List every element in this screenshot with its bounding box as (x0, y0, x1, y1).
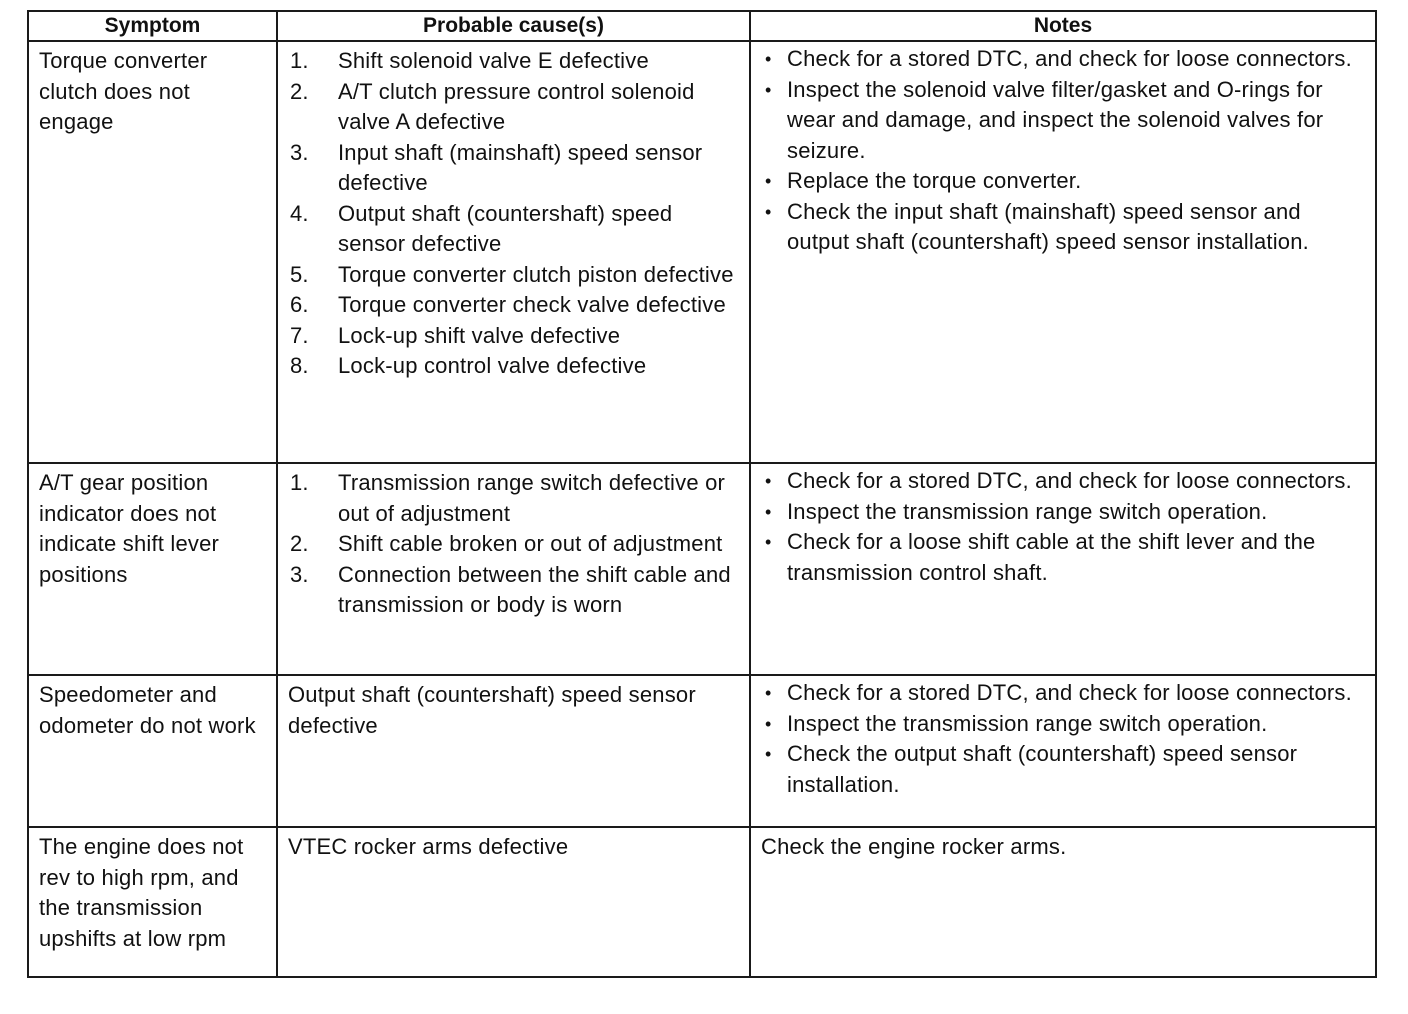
cause-number: 8. (290, 353, 309, 378)
symptom-cell (28, 675, 277, 827)
bullet-icon: • (765, 501, 772, 522)
bullet-icon: • (765, 49, 772, 69)
cause-number: 2. (290, 78, 309, 104)
cause-number: 1. (290, 48, 309, 73)
bullet-icon: • (765, 532, 772, 552)
notes-cell (750, 675, 1376, 827)
bullet-icon: • (765, 713, 772, 734)
symptom-text: Torque converter clutch does not engage (39, 48, 208, 134)
note-text: Check for a stored DTC, and check for loose connectors. (787, 46, 1352, 71)
cause-item (290, 529, 739, 560)
cause-text: Torque converter check valve defective (338, 292, 726, 317)
cause-text: Lock-up shift valve defective (338, 322, 621, 348)
cause-number: 3. (290, 561, 309, 587)
note-item (765, 44, 1365, 75)
header-row (28, 11, 1376, 41)
cause-cell (277, 827, 750, 977)
note-text: Check the engine rocker arms. (761, 834, 1067, 859)
cause-text: Input shaft (mainshaft) speed sensor defective (338, 139, 703, 195)
notes-cell (750, 827, 1376, 977)
cause-number: 4. (290, 200, 309, 226)
troubleshooting-table (27, 10, 1377, 978)
notes-list (751, 42, 1375, 258)
notes-list (751, 464, 1375, 588)
cause-number: 5. (290, 261, 309, 287)
note-item (765, 709, 1365, 740)
table-row (28, 463, 1376, 675)
bullet-icon: • (765, 744, 772, 764)
cause-item (290, 46, 739, 77)
cause-cell (277, 41, 750, 463)
cause-item (290, 321, 739, 352)
bullet-icon: • (765, 79, 772, 100)
table-row (28, 827, 1376, 977)
cause-text: Output shaft (countershaft) speed sensor defective (288, 682, 696, 738)
bullet-icon: • (765, 471, 772, 491)
bullet-icon: • (765, 683, 772, 703)
table-row (28, 675, 1376, 827)
cause-list (278, 464, 749, 621)
note-text: Check the output shaft (countershaft) speed sensor installation. (787, 741, 1298, 797)
cause-item (290, 199, 739, 260)
note-text: Check for a stored DTC, and check for loose connectors. (787, 468, 1352, 493)
symptom-cell (28, 41, 277, 463)
troubleshooting-table-container (27, 10, 1375, 978)
note-text: Inspect the transmission range switch operation. (787, 498, 1268, 524)
cause-text: Torque converter clutch piston defective (338, 261, 734, 287)
notes-cell (750, 41, 1376, 463)
cause-text: A/T clutch pressure control solenoid valve A defective (338, 78, 695, 134)
cause-text: Output shaft (countershaft) speed sensor defective (338, 200, 673, 256)
symptom-text: The engine does not rev to high rpm, and the transmission upshifts at low rpm (39, 834, 244, 951)
note-text: Check the input shaft (mainshaft) speed sensor and output shaft (countershaft) speed sensor installation. (787, 198, 1309, 254)
header-symptom: Symptom (28, 11, 277, 41)
note-text: Check for a stored DTC, and check for loose connectors. (787, 680, 1352, 705)
cause-cell (277, 675, 750, 827)
cause-cell (277, 463, 750, 675)
cause-item (290, 560, 739, 621)
note-item (765, 197, 1365, 258)
cause-item (290, 290, 739, 321)
cause-number: 7. (290, 322, 309, 348)
cause-list (278, 42, 749, 382)
cause-text: Shift solenoid valve E defective (338, 48, 649, 73)
symptom-text: A/T gear position indicator does not indicate shift lever positions (39, 470, 220, 587)
cause-text: Transmission range switch defective or out of adjustment (338, 470, 726, 526)
cause-text: Shift cable broken or out of adjustment (338, 531, 723, 556)
header-probable-cause: Probable cause(s) (277, 11, 750, 41)
cause-number: 3. (290, 139, 309, 165)
note-item (765, 466, 1365, 497)
bullet-icon: • (765, 201, 772, 222)
note-text: Replace the torque converter. (787, 168, 1082, 193)
cause-item (290, 260, 739, 291)
cause-item (290, 138, 739, 199)
cause-item (290, 468, 739, 529)
cause-text: Connection between the shift cable and transmission or body is worn (338, 561, 731, 617)
cause-number: 6. (290, 292, 309, 317)
cause-item (290, 351, 739, 382)
symptom-text: Speedometer and odometer do not work (39, 682, 256, 738)
note-item (765, 166, 1365, 197)
cause-item (290, 77, 739, 138)
note-text: Inspect the transmission range switch operation. (787, 710, 1268, 736)
note-text: Inspect the solenoid valve filter/gasket and O-rings for wear and damage, and inspect the solenoid valves for seizure. (787, 76, 1324, 163)
header-notes: Notes (750, 11, 1376, 41)
notes-list (751, 676, 1375, 800)
note-item (765, 497, 1365, 528)
note-item (765, 678, 1365, 709)
note-text: Check for a loose shift cable at the shift lever and the transmission control shaft. (787, 529, 1316, 585)
note-item (765, 739, 1365, 800)
cause-text: VTEC rocker arms defective (288, 834, 569, 859)
bullet-icon: • (765, 171, 772, 191)
symptom-cell (28, 827, 277, 977)
table-row (28, 41, 1376, 463)
cause-text: Lock-up control valve defective (338, 353, 647, 378)
notes-cell (750, 463, 1376, 675)
note-item (765, 527, 1365, 588)
cause-number: 2. (290, 531, 309, 556)
cause-number: 1. (290, 470, 309, 495)
symptom-cell (28, 463, 277, 675)
note-item (765, 75, 1365, 167)
